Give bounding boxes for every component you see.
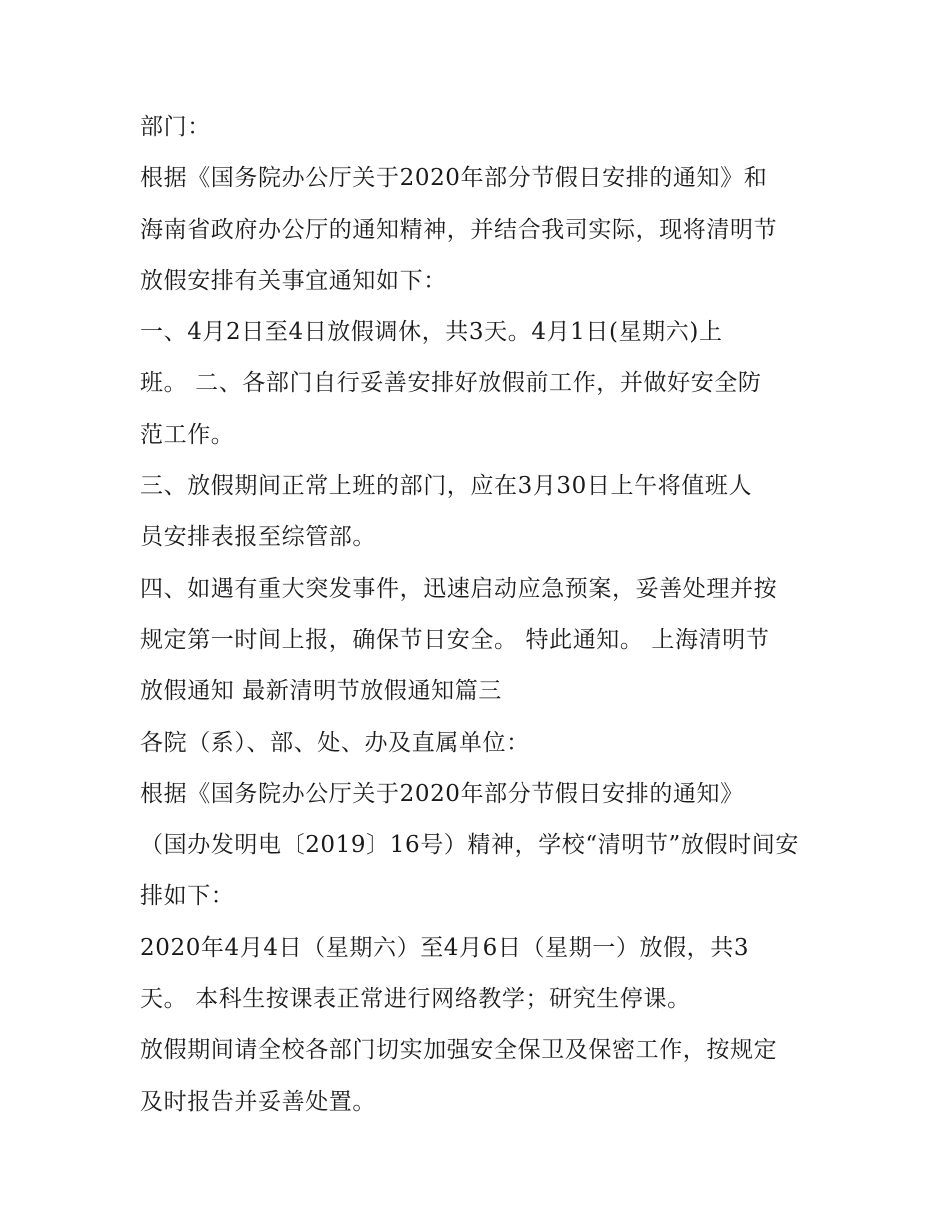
- text-line: 海南省政府办公厅的通知精神，并结合我司实际，现将清明节: [140, 216, 778, 243]
- text-line: 范工作。: [140, 421, 235, 448]
- text-line: 根据《国务院办公厅关于2020年部分节假日安排的通知》: [140, 780, 744, 807]
- text-line: 部门：: [140, 114, 211, 140]
- text-line: 排如下：: [140, 883, 235, 910]
- text-line: 天。 本科生按课表正常进行网络教学；研究生停课。: [140, 986, 691, 1013]
- text-line: 及时报告并妥善处置。: [140, 1088, 376, 1115]
- text-line: 员安排表报至综管部。: [140, 524, 376, 551]
- text-line: 一、4月2日至4日放假调休，共3天。4月1日(星期六)上: [140, 319, 723, 346]
- text-line: 放假期间请全校各部门切实加强安全保卫及保密工作，按规定: [140, 1037, 778, 1064]
- text-line: 各院（系）、部、处、办及直属单位：: [140, 729, 530, 756]
- text-line: 班。 二、各部门自行妥善安排好放假前工作，并做好安全防: [140, 370, 762, 397]
- text-line: 2020年4月4日（星期六）至4月6日（星期一）放假，共3: [140, 934, 750, 961]
- text-line: 三、放假期间正常上班的部门，应在3月30日上午将值班人: [140, 473, 753, 500]
- text-line: 放假通知 最新清明节放假通知篇三: [140, 678, 502, 705]
- text-line: 四、如遇有重大突发事件，迅速启动应急预案，妥善处理并按: [140, 575, 778, 602]
- text-line: （国办发明电〔2019〕16号）精神，学校“清明节”放假时间安: [140, 832, 799, 859]
- text-line: 根据《国务院办公厅关于2020年部分节假日安排的通知》和: [140, 165, 768, 192]
- text-line: 放假安排有关事宜通知如下：: [140, 267, 447, 294]
- text-line: 规定第一时间上报，确保节日安全。 特此通知。 上海清明节: [140, 626, 770, 653]
- document-body: [140, 102, 820, 1128]
